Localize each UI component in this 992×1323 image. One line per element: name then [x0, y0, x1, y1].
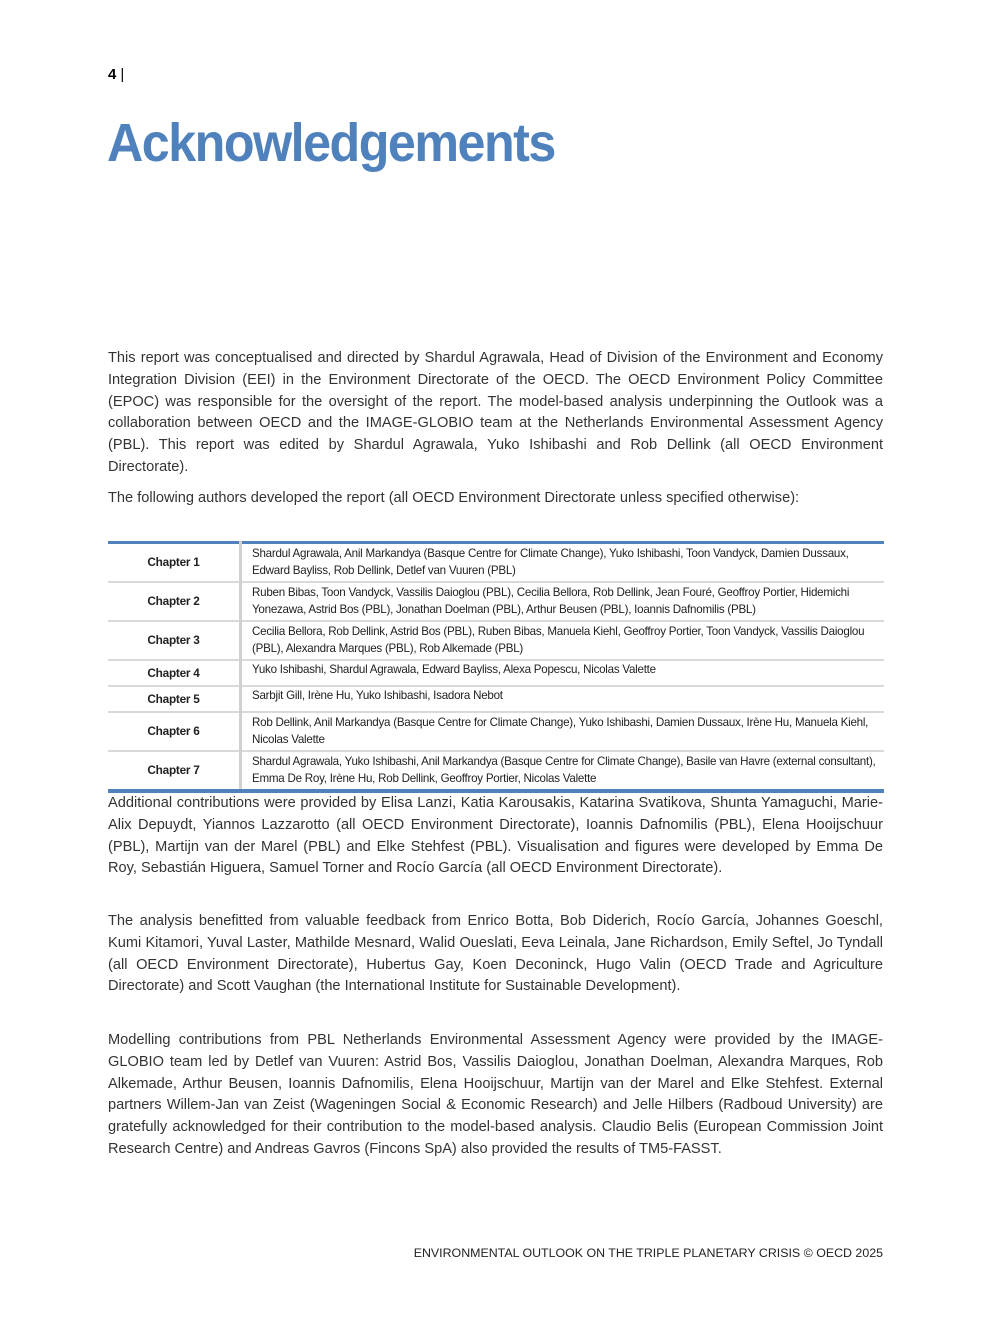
chapter-label: Chapter 5 — [108, 686, 241, 712]
chapter-label: Chapter 1 — [108, 543, 241, 583]
table-row — [108, 686, 884, 712]
table-row — [108, 543, 884, 583]
page-title: Acknowledgements — [107, 113, 555, 173]
table-row — [108, 660, 884, 686]
chapter-authors: Shardul Agrawala, Anil Markandya (Basque Centre for Climate Change), Yuko Ishibashi, Toon Vandyck, Damien Dussaux, Edward Bayliss, Rob Dellink, Detlef van Vuuren (PBL) — [241, 543, 885, 583]
table-row — [108, 582, 884, 621]
table-row — [108, 751, 884, 791]
intro-paragraph: This report was conceptualised and directed by Shardul Agrawala, Head of Division of the Environment and Economy Integration Division (EEI) in the Environment Directorate of the OECD. The OECD Environment Policy Committee (EPOC) was responsible for the oversight of the report. The model-based analysis underpinning the Outlook was a collaboration between OECD and the IMAGE-GLOBIO team at the Netherlands Environmental Assessment Agency (PBL). This report was edited by Shardul Agrawala, Yuko Ishibashi and Rob Dellink (all OECD Environment Directorate). — [108, 350, 883, 475]
page-footer: ENVIRONMENTAL OUTLOOK ON THE TRIPLE PLANETARY CRISIS © OECD 2025 — [413, 1246, 883, 1260]
feedback-paragraph: The analysis benefitted from valuable feedback from Enrico Botta, Bob Diderich, Rocío García, Johannes Goeschl, Kumi Kitamori, Yuval Laster, Mathilde Mesnard, Walid Oueslati, Eeva Leinala, Jane Richardson, Emily Seftel, Jo Tyndall (all OECD Environment Directorate), Hubertus Gay, Koen Deconinck, Hugo Valin (OECD Trade and Agriculture Directorate) and Scott Vaughan (the International Institute for Sustainable Development). — [108, 913, 883, 995]
chapter-authors: Shardul Agrawala, Yuko Ishibashi, Anil Markandya (Basque Centre for Climate Change), Basile van Havre (external consultant), Emma De Roy, Irène Hu, Rob Dellink, Geoffroy Portier, Nicolas Valette — [252, 755, 876, 785]
chapter-label: Chapter 2 — [108, 582, 241, 621]
page-number-separator: | — [120, 66, 125, 83]
authors-intro-paragraph: The following authors developed the report (all OECD Environment Directorate unless specified otherwise): — [108, 490, 800, 506]
chapter-authors: Yuko Ishibashi, Shardul Agrawala, Edward Bayliss, Alexa Popescu, Nicolas Valette — [241, 660, 885, 686]
chapter-authors: Sarbjit Gill, Irène Hu, Yuko Ishibashi, Isadora Nebot — [241, 686, 885, 712]
page-number — [108, 66, 124, 83]
table-row — [108, 712, 884, 751]
chapter-label: Chapter 7 — [108, 751, 241, 791]
chapter-label: Chapter 6 — [108, 712, 241, 751]
table-row — [108, 621, 884, 660]
chapter-authors: Rob Dellink, Anil Markandya (Basque Centre for Climate Change), Yuko Ishibashi, Damien Dussaux, Irène Hu, Manuela Kiehl, Nicolas Valette — [241, 712, 885, 751]
chapter-authors: Cecilia Bellora, Rob Dellink, Astrid Bos (PBL), Ruben Bibas, Manuela Kiehl, Geoffroy Portier, Toon Vandyck, Vassilis Daioglou (PBL), Alexandra Marques (PBL), Rob Alkemade (PBL) — [241, 621, 885, 660]
modelling-contributions-paragraph: Modelling contributions from PBL Netherlands Environmental Assessment Agency were provided by the IMAGE-GLOBIO team led by Detlef van Vuuren: Astrid Bos, Vassilis Daioglou, Jonathan Doelman, Alexandra Marques, Rob Alkemade, Arthur Beusen, Ioannis Dafnomilis, Elena Hooijschuur, Martijn van der Marel and Elke Stehfest. External partners Willem-Jan van Zeist (Wageningen Social & Economic Research) and Jelle Hilbers (Radboud University) are gratefully acknowledged for their contribution to the model-based analysis. Claudio Belis (European Commission Joint Research Centre) and Andreas Gavros (Fincons SpA) also provided the results of TM5-FASST. — [108, 1032, 883, 1157]
chapter-authors: Ruben Bibas, Toon Vandyck, Vassilis Daioglou (PBL), Cecilia Bellora, Rob Dellink, Jean Fouré, Geoffroy Portier, Hidemichi Yonezawa, Astrid Bos (PBL), Jonathan Doelman (PBL), Arthur Beusen (PBL), Ioannis Dafnomilis (PBL) — [241, 582, 885, 621]
chapter-label: Chapter 4 — [108, 660, 241, 686]
additional-contributions-paragraph: Additional contributions were provided by Elisa Lanzi, Katia Karousakis, Katarina Svatikova, Shunta Yamaguchi, Marie-Alix Depuydt, Yiannos Lazzarotto (all OECD Environment Directorate), Ioannis Dafnomilis (PBL), Elena Hooijschuur (PBL), Martijn van der Marel (PBL) and Elke Stehfest (PBL). Visualisation and figures were developed by Emma De Roy, Sebastián Higuera, Samuel Torner and Rocío García (all OECD Environment Directorate). — [108, 795, 883, 877]
page-number-value: 4 — [108, 66, 117, 83]
chapter-label: Chapter 3 — [108, 621, 241, 660]
chapter-authors-table — [108, 541, 884, 793]
